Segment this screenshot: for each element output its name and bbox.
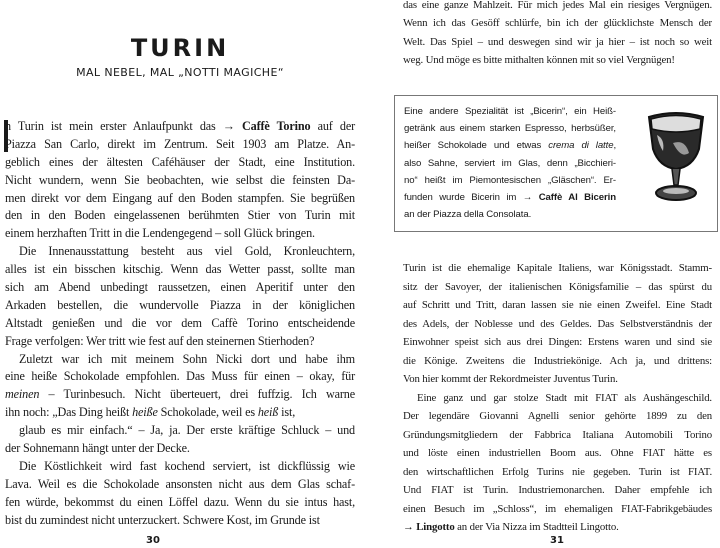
text-segment: Turin ist die ehemalige Kapitale Italiens, war Königsstadt. Stamm- [403, 262, 712, 274]
bicerin-glass-illustration [643, 109, 709, 205]
text-line [404, 137, 616, 154]
body-text [403, 259, 712, 537]
text-segment: fen würde, bekommst du einen Löffel dazu. Wenn du sie intus hast, [5, 494, 355, 509]
text-segment: sich am Abend unbedingt raussetzen, einen Aperitif unter den [5, 280, 355, 295]
text-line [404, 172, 616, 189]
text-segment: heiß [257, 405, 279, 420]
text-line [5, 440, 355, 458]
text-segment: das eine ganze Mahlzeit. Für mich jedes Mal ein riesiges Vergnügen. [403, 0, 712, 11]
text-line [5, 243, 355, 261]
text-segment: n Turin ist mein erster Anlaufpunkt das → [5, 119, 242, 133]
text-segment: Eine ganz und gar stolze Stadt mit FIAT als Aushängeschild. [417, 391, 712, 404]
chapter-subtitle: MAL NEBEL, MAL „NOTTI MAGICHE“ [76, 66, 284, 79]
text-line [5, 333, 355, 351]
text-segment: Zuletzt war ich mit meinem Sohn Nicki dort und habe ihm [19, 351, 355, 366]
text-line [403, 481, 712, 500]
text-line [403, 0, 712, 14]
text-segment: crema di latte [548, 140, 614, 152]
text-line [404, 189, 616, 206]
text-line [5, 512, 355, 530]
text-segment: – Turinbesuch. Nicht überteuert, drei fuffzig. Ich warne [39, 387, 355, 402]
text-segment: Nicht wundern, wenn Sie beobachten, wie selbst die feinsten Da- [5, 172, 355, 187]
text-segment: an der Via Nizza im Stadtteil Lingotto. [454, 521, 619, 533]
place-link: Caffè Torino [241, 119, 311, 133]
text-segment: des Adels, der Noblesse und des Geldes. Das Selbstverständnis der [403, 317, 712, 330]
text-line [5, 172, 355, 190]
text-segment: Arkaden bestellen, die wundervolle Piazza in der königlichen [5, 297, 355, 312]
text-line [5, 118, 355, 136]
text-line [403, 518, 712, 537]
text-line [5, 297, 355, 315]
text-line [5, 136, 355, 154]
text-segment: heißer Schokolade und etwas [404, 140, 549, 152]
text-line [403, 463, 712, 482]
text-segment: also Sahne, serviert im Glas, denn „Bicchieri- [404, 157, 616, 169]
text-line [404, 206, 616, 223]
text-segment: auf Schritt und Tritt, daran lassen sie nie einen Zweifel. Eine Stadt [403, 299, 712, 311]
text-line [403, 370, 712, 389]
text-line [404, 155, 616, 172]
right-page [360, 0, 720, 548]
text-segment: den in den Boden eingelassenen berühmten Stier von Turin mit [5, 208, 355, 223]
text-segment: auf der [310, 119, 355, 133]
text-segment: Der legendäre Giovanni Agnelli senior gehörte 1899 zu den [403, 410, 712, 422]
text-line [5, 225, 355, 243]
text-segment: ist, [278, 405, 296, 420]
chapter-title: TURIN [130, 34, 230, 62]
text-segment: → [403, 521, 417, 533]
text-line [5, 368, 355, 386]
text-segment: Die Innenausstattung besteht aus viel Gold, Kronleuchtern, [19, 244, 355, 259]
text-line [403, 259, 712, 278]
body-text [5, 118, 355, 529]
text-segment: die Könige. Zweitens die Industriekönige. Ach ja, und drittens: [403, 354, 712, 367]
text-segment: einem herzhaften Tritt in die Lendengegend – soll Glück bringen. [5, 226, 315, 241]
text-line [5, 386, 355, 404]
text-line [403, 444, 712, 463]
text-line [403, 51, 712, 69]
text-segment: glaub es mir einfach.“ – Ja, ja. Der erste kräftige Schluck – und [19, 423, 355, 438]
text-line [5, 207, 355, 225]
text-segment: Wenn ich das Gesöff schlürfe, bin ich der glücklichste Mensch der [403, 17, 712, 30]
text-segment: sitz der Savoyer, der italienischen Königsfamilie – das spürst du [403, 280, 712, 293]
text-line [5, 458, 355, 476]
text-segment: an der Piazza della Consolata. [404, 209, 532, 221]
page-number: 30 [146, 535, 160, 546]
text-line [5, 190, 355, 208]
text-line [5, 315, 355, 333]
text-segment: , [613, 140, 617, 152]
text-segment: men direkt vor dem Eingang auf den Boden stampfen. Sie begrüßen [5, 190, 355, 205]
text-line [403, 500, 712, 519]
text-line [403, 352, 712, 371]
text-line [5, 279, 355, 297]
text-segment: Einwohner speist sich aus drei Dingen: Erstens waren und sind sie [403, 336, 712, 348]
text-segment: einen Besuch im „Schloss“, im ehemaligen FIAT-Fabrikgebäudes [403, 502, 712, 515]
text-line [403, 407, 712, 426]
text-line [5, 422, 355, 440]
text-line [5, 261, 355, 279]
text-line [403, 426, 712, 445]
text-segment: Eine andere Spezialität ist „Bicerin“, ein Heiß- [404, 106, 616, 117]
text-segment: Die Köstlichkeit wird fast kochend serviert, ist dickflüssig wie [19, 458, 355, 473]
info-box [394, 95, 718, 232]
text-line [5, 154, 355, 172]
text-segment: Schokolade, weil es [157, 405, 258, 420]
text-line [5, 404, 355, 422]
text-line [403, 333, 712, 352]
body-text-continued [403, 0, 712, 69]
text-segment: Von hier kommt der Rekordmeister Juventus Turin. [403, 373, 618, 385]
text-segment: no“ heißt im Piemontesischen „Gläschen“. Er- [404, 174, 616, 186]
text-segment: geblich eines der ältesten Caféhäuser der Stadt, eine Institution. [5, 154, 355, 169]
text-segment: getränk aus einem starken Espresso, herbsüßer, [404, 123, 616, 135]
text-segment: der Sohnemann hängt unter der Decke. [5, 441, 190, 456]
text-segment: Welt. Das Spiel – und deswegen sind wir ja hier – ist noch so weit [403, 35, 712, 48]
text-line [403, 296, 712, 315]
text-segment: Altstadt genießen und die vor dem Caffè Torino entscheidende [5, 315, 355, 330]
info-box-text [404, 103, 616, 223]
text-segment: Und FIAT ist Turin. Industriemonarchen. Daher empfehle ich [403, 484, 712, 496]
text-segment: meinen [5, 387, 40, 402]
text-line [403, 33, 712, 51]
text-segment: eine heiße Schokolade empfohlen. Das Muss für einen – okay, für [5, 369, 355, 384]
text-line [5, 351, 355, 369]
text-line [5, 494, 355, 512]
text-segment: Frage verfolgen: Wer tritt wie fest auf den steinernen Stierhoden? [5, 333, 315, 348]
text-line [404, 103, 616, 120]
text-line [404, 120, 616, 137]
text-line [5, 476, 355, 494]
text-segment: heiße [132, 405, 158, 420]
text-segment: Piazza San Carlo, direkt im Zentrum. Seit 1903 am Platze. An- [5, 136, 355, 151]
text-segment: weg. Und möge es bitte mithalten können mit so viel Vergnügen! [403, 53, 675, 66]
text-segment: alles ist ein bisschen kitschig. Wenn das Wetter passt, sollte man [5, 262, 355, 277]
text-segment: Gründungsmitgliedern der Fabbrica Italiana Automobili Torino [403, 428, 712, 441]
text-segment: bist du zumindest nicht unterzuckert. Schwere Kost, im Grunde ist [5, 512, 320, 527]
text-line [403, 278, 712, 297]
text-segment: und löste einen industriellen Boom aus. Ohne FIAT hätte es [403, 447, 712, 459]
text-segment: funden wurde Bicerin im → [404, 191, 539, 203]
place-link: Caffè Al Bicerin [538, 191, 616, 203]
text-line [403, 315, 712, 334]
page-number: 31 [550, 535, 564, 546]
text-segment: Lava. Weil es die Schokolade ansonsten nicht aus dem Glas schaf- [5, 476, 355, 491]
place-link: Lingotto [416, 521, 455, 533]
text-segment: den wirtschaftlichen Erfolg Turins nie gegeben. Turin ist FIAT. [403, 465, 712, 478]
text-line [403, 389, 712, 408]
text-line [403, 14, 712, 32]
text-segment: ihn noch: „Das Ding heißt [5, 405, 133, 420]
